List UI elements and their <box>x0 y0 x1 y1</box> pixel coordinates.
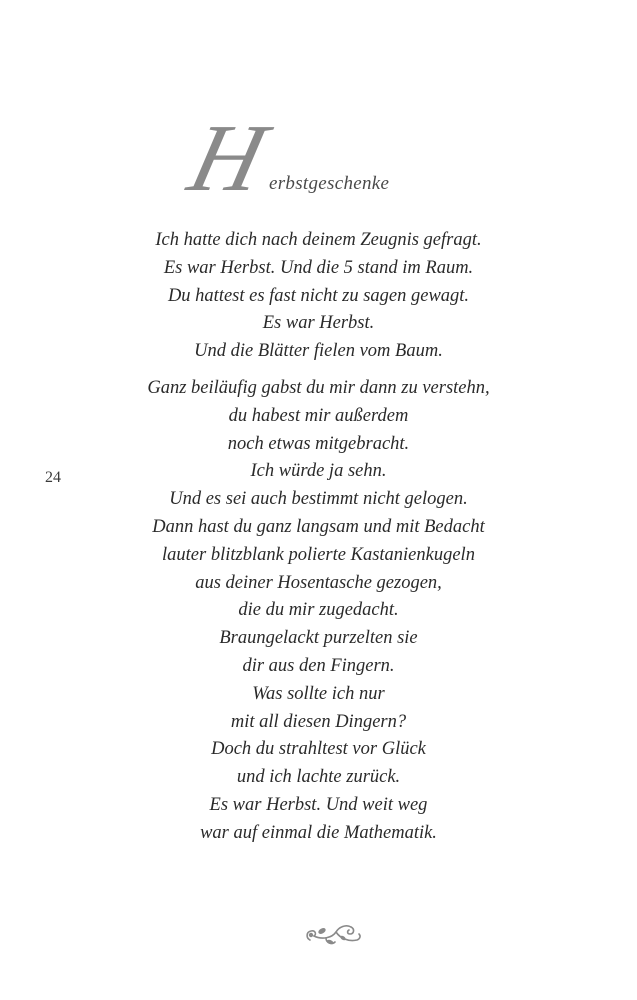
poem-line: Es war Herbst. Und weit weg <box>209 794 428 815</box>
page-number: 24 <box>45 469 61 486</box>
poem-line: du habest mir außerdem <box>228 405 409 426</box>
floral-ornament-icon <box>302 918 364 948</box>
poem-line: Es war Herbst. Und die 5 stand im Raum. <box>163 257 474 278</box>
poem-line: Ich würde ja sehn. <box>250 461 387 482</box>
poem-line: Du hattest es fast nicht zu sagen gewagt. <box>167 285 470 306</box>
poem-line: Dann hast du ganz langsam und mit Bedacht <box>152 516 485 537</box>
poem-line: noch etwas mitgebracht. <box>227 433 410 454</box>
poem-line: die du mir zugedacht. <box>238 600 399 621</box>
poem-line: Es war Herbst. <box>262 313 375 334</box>
poem-line: dir aus den Fingern. <box>242 655 395 676</box>
title-rest: erbstgeschenke <box>269 173 390 194</box>
poem-line: lauter blitzblank polierte Kastanienkugeln <box>162 544 475 565</box>
poem-line: und ich lachte zurück. <box>236 767 401 788</box>
poem-line: Und die Blätter fielen vom Baum. <box>194 341 443 362</box>
poem-line: Ich hatte dich nach deinem Zeugnis gefragt. <box>155 230 482 250</box>
poem-line: Was sollte ich nur <box>252 683 385 704</box>
poem-line: Doch du strahltest vor Glück <box>211 739 426 760</box>
title-initial: H <box>179 104 276 211</box>
poem-line: Und es sei auch bestimmt nicht gelogen. <box>169 489 468 510</box>
poem-title <box>0 104 637 211</box>
poem-line: Braungelackt purzelten sie <box>219 628 418 649</box>
poem-line: mit all diesen Dingern? <box>230 711 407 732</box>
poem-line: war auf einmal die Mathematik. <box>200 822 437 843</box>
poem-line: Ganz beiläufig gabst du mir dann zu verstehn, <box>147 378 490 398</box>
stanza-2 <box>0 375 637 848</box>
stanza-1 <box>0 227 637 366</box>
poem-line: aus deiner Hosentasche gezogen, <box>195 572 442 593</box>
